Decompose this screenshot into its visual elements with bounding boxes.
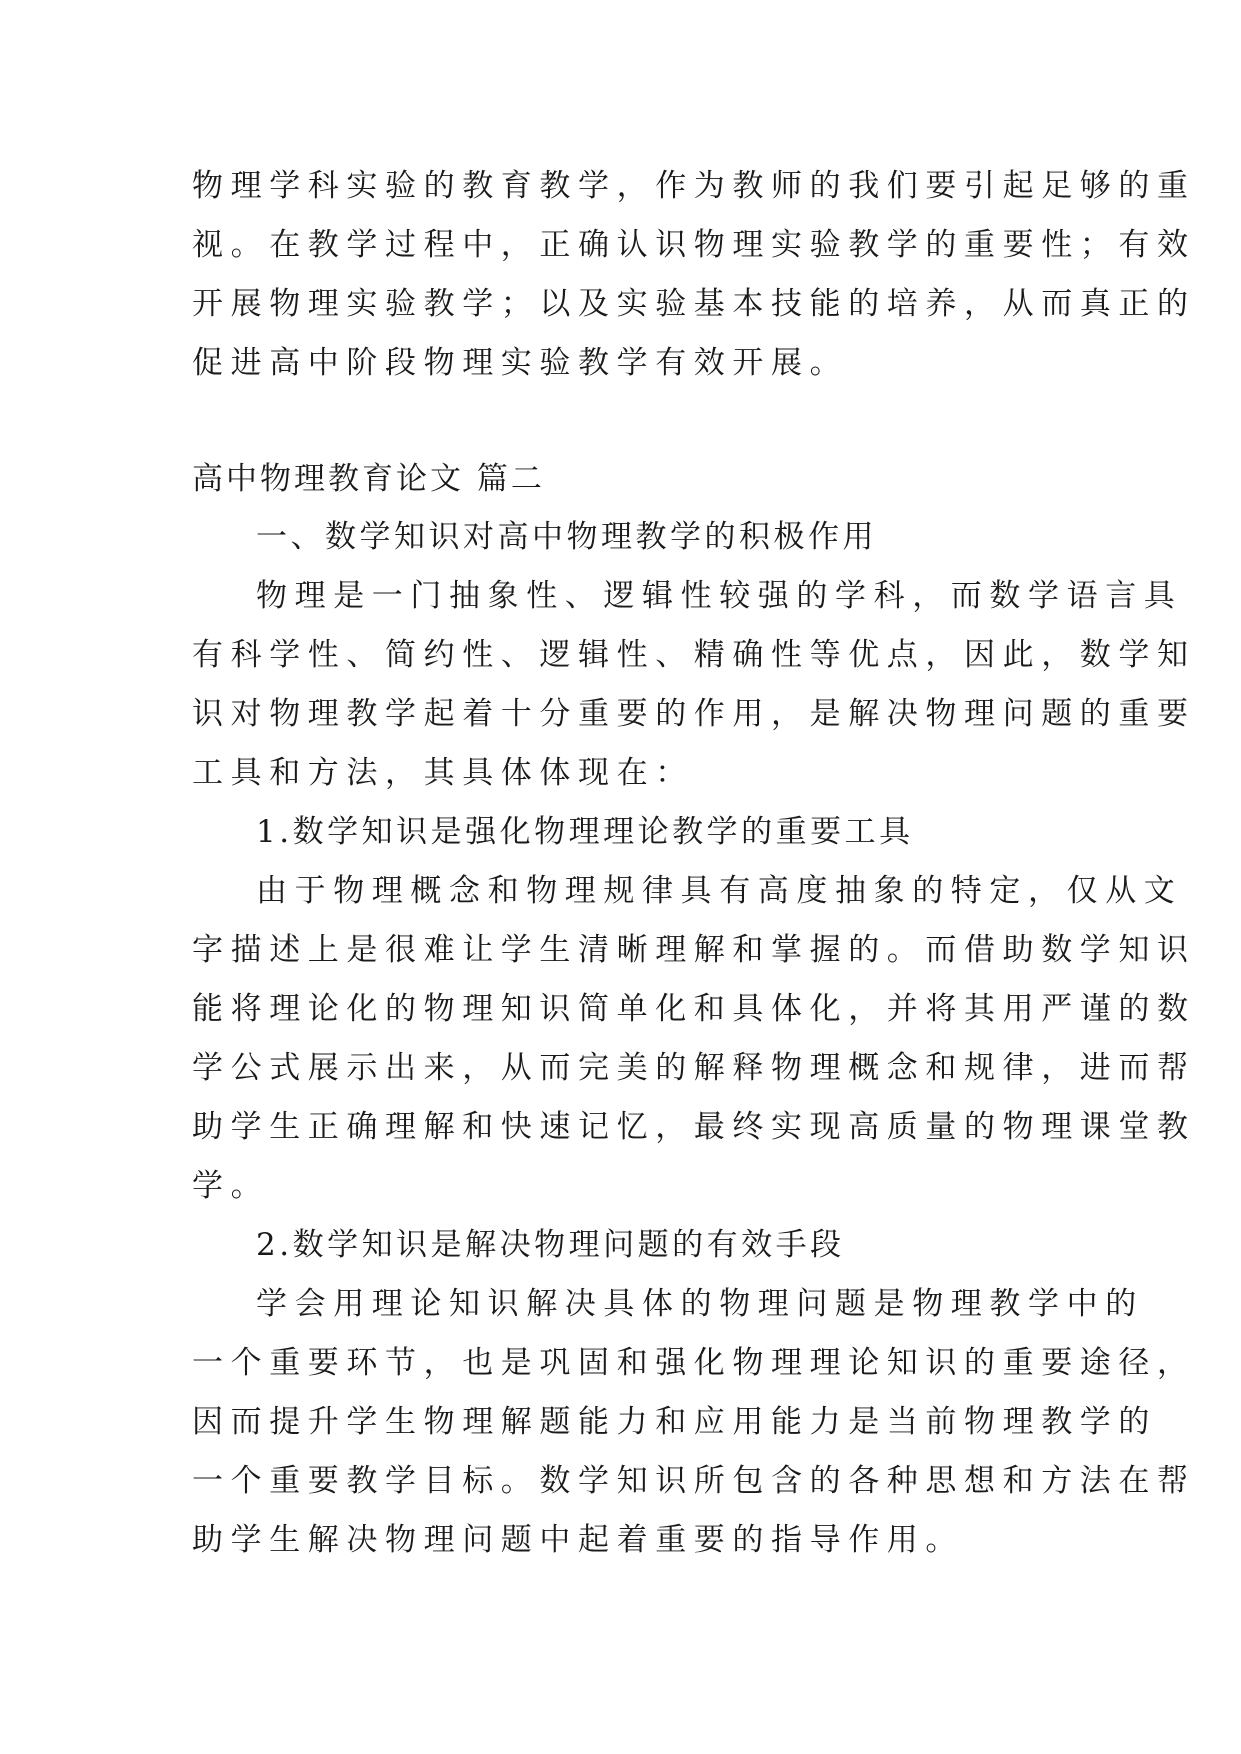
paragraph-line: 由于物理概念和物理规律具有高度抽象的特定，仅从文 xyxy=(256,873,1183,909)
section-heading: 一、数学知识对高中物理教学的积极作用 xyxy=(256,519,877,555)
subsection-heading: 1.数学知识是强化物理理论教学的重要工具 xyxy=(256,814,914,850)
paragraph-line: 物理是一门抽象性、逻辑性较强的学科，而数学语言具 xyxy=(256,578,1183,614)
paragraph-line: 识对物理教学起着十分重要的作用，是解决物理问题的重要 xyxy=(192,696,1196,732)
subsection-heading: 2.数学知识是解决物理问题的有效手段 xyxy=(256,1227,845,1263)
paragraph-line: 助学生解决物理问题中起着重要的指导作用。 xyxy=(192,1522,964,1558)
paragraph-line: 物理学科实验的教育教学，作为教师的我们要引起足够的重 xyxy=(192,168,1196,204)
paragraph-line: 视。在教学过程中，正确认识物理实验教学的重要性；有效 xyxy=(192,227,1196,263)
paragraph-line: 一个重要环节，也是巩固和强化物理理论知识的重要途径， xyxy=(192,1345,1196,1381)
paragraph-line: 学会用理论知识解决具体的物理问题是物理教学中的 xyxy=(256,1286,1144,1322)
section-title: 高中物理教育论文 篇二 xyxy=(192,461,545,497)
paragraph-line: 工具和方法，其具体体现在： xyxy=(192,755,694,791)
paragraph-line: 因而提升学生物理解题能力和应用能力是当前物理教学的 xyxy=(192,1404,1157,1440)
paragraph-line: 学。 xyxy=(192,1168,270,1204)
paragraph-line: 字描述上是很难让学生清晰理解和掌握的。而借助数学知识 xyxy=(192,932,1196,968)
paragraph-line: 能将理论化的物理知识简单化和具体化，并将其用严谨的数 xyxy=(192,991,1196,1027)
paragraph-line: 助学生正确理解和快速记忆，最终实现高质量的物理课堂教 xyxy=(192,1109,1196,1145)
paragraph-line: 有科学性、简约性、逻辑性、精确性等优点，因此，数学知 xyxy=(192,637,1196,673)
paragraph-line: 学公式展示出来，从而完美的解释物理概念和规律，进而帮 xyxy=(192,1050,1196,1086)
paragraph-line: 开展物理实验教学；以及实验基本技能的培养，从而真正的 xyxy=(192,286,1196,322)
paragraph-line: 促进高中阶段物理实验教学有效开展。 xyxy=(192,345,849,381)
paragraph-line: 一个重要教学目标。数学知识所包含的各种思想和方法在帮 xyxy=(192,1463,1196,1499)
